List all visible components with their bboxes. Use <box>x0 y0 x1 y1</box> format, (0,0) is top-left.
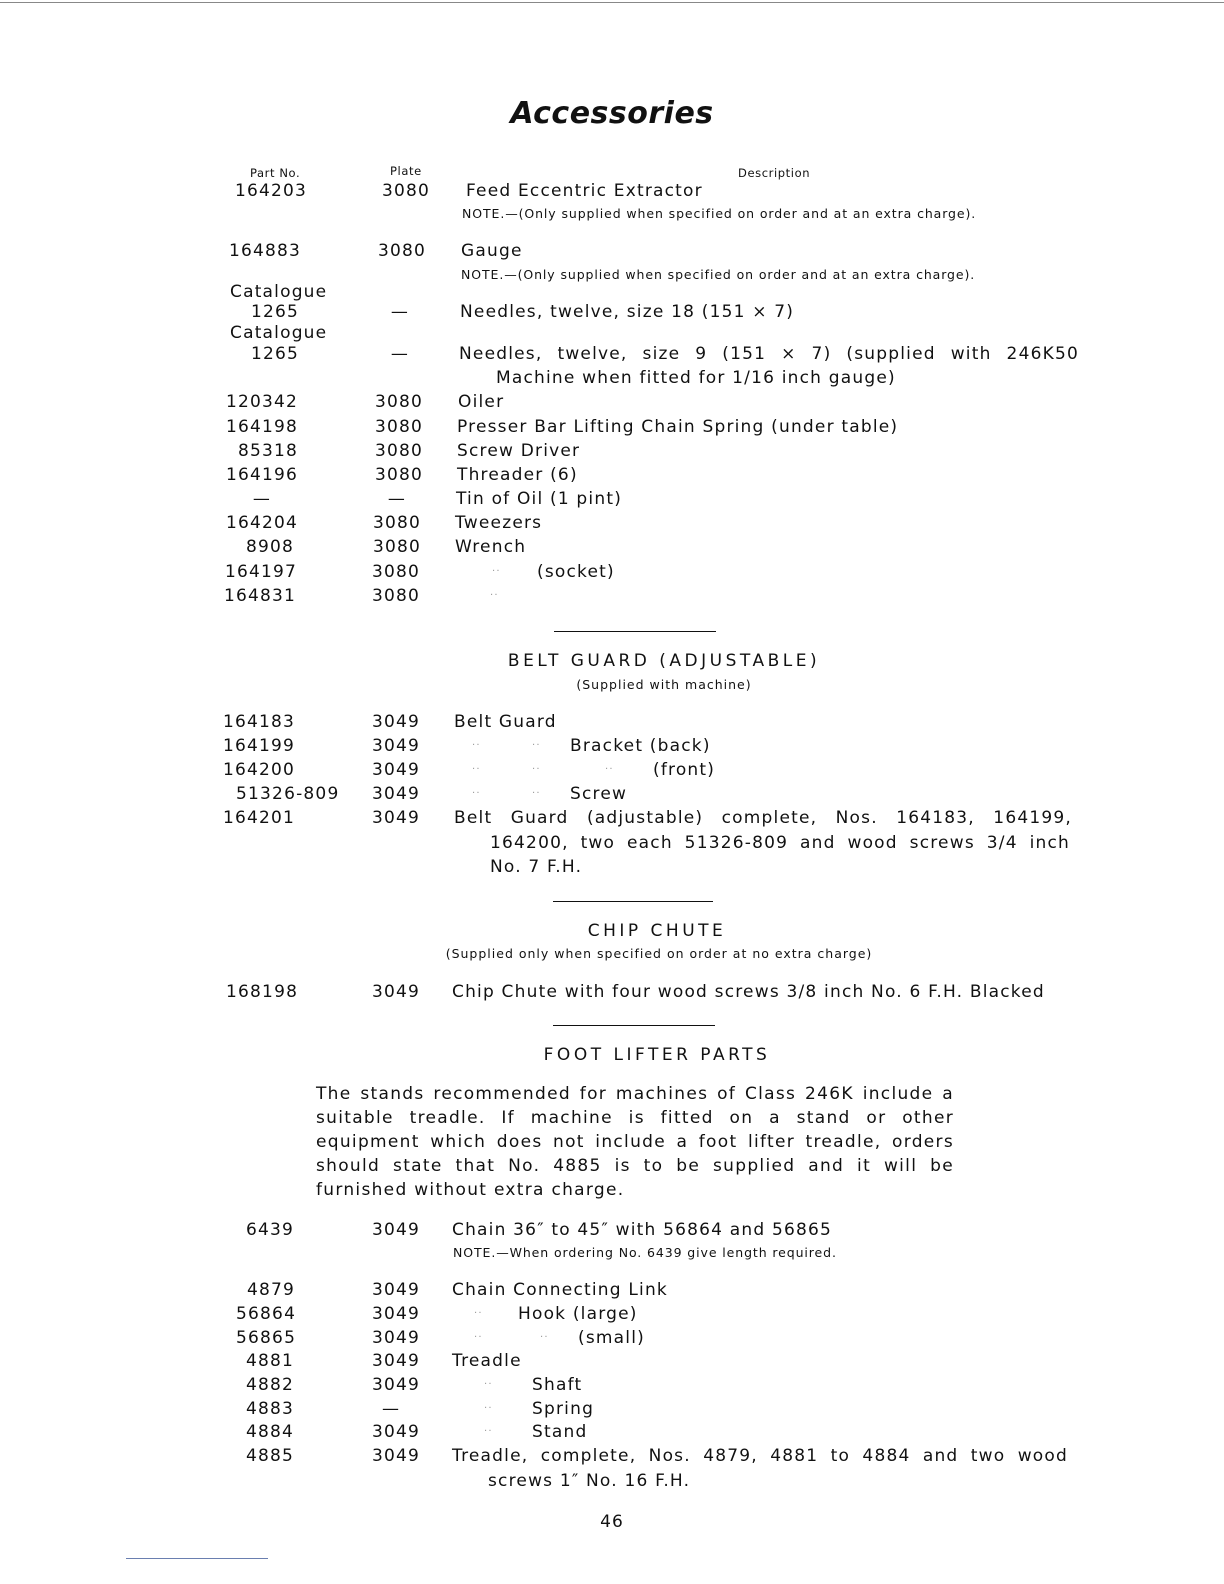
table-row <box>0 535 1224 559</box>
table-row <box>0 806 1224 830</box>
table-row <box>0 1349 1224 1373</box>
paragraph-line: suitable treadle. If machine is fitted on a stand or other <box>316 1108 954 1128</box>
part-number: 4884 <box>246 1422 295 1442</box>
plate-number: 3049 <box>372 1446 421 1466</box>
section-subheading: (Supplied with machine) <box>576 677 752 692</box>
section-divider <box>553 1025 715 1026</box>
part-number: 4881 <box>246 1351 295 1371</box>
part-number: — <box>252 489 272 509</box>
column-header-plate: Plate <box>390 164 422 178</box>
page-number: 46 <box>600 1512 624 1532</box>
table-row <box>0 1218 1224 1242</box>
description: Tin of Oil (1 pint) <box>456 489 623 509</box>
part-number: 164198 <box>225 417 299 437</box>
plate-number: 3080 <box>371 586 421 606</box>
section-divider <box>554 631 716 632</box>
description: Needles, twelve, size 9 (151 × 7) (supplied with 246K50 <box>459 344 1079 364</box>
ditto-mark: ·· <box>474 1332 483 1343</box>
table-row <box>0 390 1224 414</box>
plate-number: 3080 <box>372 513 422 533</box>
description: Wrench <box>455 537 527 557</box>
table-row <box>0 487 1224 511</box>
page-title: Accessories <box>510 96 714 131</box>
plate-number: 3080 <box>374 441 424 461</box>
table-row <box>0 179 1224 203</box>
description: Chip Chute with four wood screws 3/8 inch No. 6 F.H. Blacked <box>452 982 1045 1002</box>
part-number: 56865 <box>236 1328 297 1348</box>
table-row <box>0 1373 1224 1397</box>
description: Screw <box>570 784 628 804</box>
plate-number: 3049 <box>372 1280 421 1300</box>
plate-number: 3049 <box>372 1422 421 1442</box>
plate-number: 3049 <box>371 808 421 828</box>
plate-number: 3080 <box>374 417 424 437</box>
part-number: 4883 <box>246 1399 295 1419</box>
plate-number: 3080 <box>374 392 424 412</box>
plate-number: — <box>382 1399 401 1419</box>
ditto-mark: ·· <box>484 1403 493 1414</box>
description: (front) <box>653 760 716 780</box>
description: Tweezers <box>455 513 543 533</box>
description: Screw Driver <box>457 441 581 461</box>
part-number: 168198 <box>226 982 299 1002</box>
description: Needles, twelve, size 18 (151 × 7) <box>460 302 795 322</box>
plate-number: 3049 <box>372 1375 421 1395</box>
description: Threader (6) <box>457 465 578 485</box>
plate-number: 3049 <box>371 760 421 780</box>
description: Spring <box>532 1399 595 1419</box>
plate-number: 3049 <box>371 784 421 804</box>
part-number: 164199 <box>222 736 296 756</box>
description: Belt Guard <box>454 712 557 732</box>
description: Chain Connecting Link <box>452 1280 668 1300</box>
plate-number: — <box>387 489 407 509</box>
description: Shaft <box>532 1375 583 1395</box>
part-number: 164183 <box>222 712 296 732</box>
table-row <box>0 710 1224 734</box>
section-heading-belt-guard: BELT GUARD (ADJUSTABLE) <box>507 651 821 671</box>
ditto-mark: ·· <box>532 764 541 775</box>
part-number: 4882 <box>246 1375 295 1395</box>
ditto-mark: ·· <box>540 1332 549 1343</box>
description: Treadle, complete, Nos. 4879, 4881 to 4884 and two wood <box>452 1446 1068 1466</box>
ditto-mark: ·· <box>490 590 499 601</box>
description: Treadle <box>452 1351 522 1371</box>
plate-number: 3049 <box>372 1328 421 1348</box>
part-number: 56864 <box>236 1304 297 1324</box>
part-number: 164204 <box>225 513 299 533</box>
plate-number: 3049 <box>372 1351 421 1371</box>
part-number: 164883 <box>228 241 302 261</box>
part-number: 8908 <box>245 537 295 557</box>
table-row <box>0 366 1224 390</box>
table-row <box>0 980 1224 1004</box>
note: NOTE.—(Only supplied when specified on order and at an extra charge). <box>461 267 976 282</box>
top-rule <box>0 2 1224 3</box>
part-number: 51326-809 <box>236 784 340 804</box>
part-number: 85318 <box>237 441 299 461</box>
foot-lifter-paragraph <box>316 1082 954 1202</box>
description: Belt Guard (adjustable) complete, Nos. 164183, 164199, <box>454 808 1072 828</box>
plate-number: 3080 <box>371 562 421 582</box>
part-catalogue-label: Catalogue <box>230 282 328 302</box>
description-continued: 164200, two each 51326-809 and wood screws 3/4 inch <box>490 833 1070 853</box>
plate-number: 3049 <box>372 1220 421 1240</box>
table-row <box>0 511 1224 535</box>
table-row <box>0 1326 1224 1350</box>
description: Bracket (back) <box>570 736 711 756</box>
description-continued: No. 7 F.H. <box>490 857 583 877</box>
plate-number: 3080 <box>374 465 424 485</box>
part-number: 4879 <box>247 1280 296 1300</box>
description: Oiler <box>458 392 505 412</box>
table-row <box>0 1420 1224 1444</box>
part-number: 164831 <box>223 586 297 606</box>
part-number: 120342 <box>225 392 299 412</box>
part-number: 4885 <box>246 1446 295 1466</box>
table-row <box>0 1302 1224 1326</box>
section-heading-chip-chute: CHIP CHUTE <box>587 921 727 941</box>
plate-number: 3080 <box>381 181 431 201</box>
description: Chain 36″ to 45″ with 56864 and 56865 <box>452 1220 833 1240</box>
table-row <box>0 782 1224 806</box>
plate-number: — <box>390 344 410 364</box>
ditto-mark: ·· <box>532 788 541 799</box>
part-number: 164196 <box>225 465 299 485</box>
table-row <box>0 560 1224 584</box>
plate-number: 3049 <box>371 736 421 756</box>
table-row <box>0 584 1224 608</box>
part-number: 164200 <box>222 760 296 780</box>
description: (small) <box>578 1328 645 1348</box>
plate-number: — <box>390 302 410 322</box>
table-row <box>0 439 1224 463</box>
ditto-mark: ·· <box>492 566 501 577</box>
ditto-mark: ·· <box>472 740 481 751</box>
description: Feed Eccentric Extractor <box>466 181 703 201</box>
note: NOTE.—(Only supplied when specified on order and at an extra charge). <box>462 206 977 221</box>
description-continued: Machine when fitted for 1/16 inch gauge) <box>496 368 896 388</box>
plate-number: 3080 <box>372 537 422 557</box>
section-heading-foot-lifter: FOOT LIFTER PARTS <box>543 1045 771 1065</box>
part-number: 1265 <box>250 344 300 364</box>
part-catalogue-label: Catalogue <box>230 323 328 343</box>
paragraph-line: furnished without extra charge. <box>316 1180 625 1200</box>
plate-number: 3080 <box>377 241 427 261</box>
table-row <box>0 758 1224 782</box>
plate-number: 3049 <box>372 982 421 1002</box>
ditto-mark: ·· <box>472 764 481 775</box>
ditto-mark: ·· <box>484 1379 493 1390</box>
paragraph-line: equipment which does not include a foot lifter treadle, orders <box>316 1132 954 1152</box>
ditto-mark: ·· <box>532 740 541 751</box>
ditto-mark: ·· <box>484 1426 493 1437</box>
table-row <box>0 855 1224 879</box>
table-row <box>0 734 1224 758</box>
description: Stand <box>532 1422 588 1442</box>
column-header-part-no: Part No. <box>250 166 301 180</box>
note: NOTE.—When ordering No. 6439 give length required. <box>453 1245 837 1260</box>
column-header-description: Description <box>738 166 811 180</box>
table-row <box>0 1469 1224 1493</box>
paragraph-line: The stands recommended for machines of Class 246K include a <box>316 1084 954 1104</box>
part-number: 164201 <box>222 808 296 828</box>
table-row <box>0 342 1224 366</box>
part-number: 164203 <box>234 181 308 201</box>
table-row <box>0 1444 1224 1468</box>
ditto-mark: ·· <box>605 764 614 775</box>
description: Presser Bar Lifting Chain Spring (under table) <box>457 417 899 437</box>
description: Hook (large) <box>518 1304 638 1324</box>
description-continued: screws 1″ No. 16 F.H. <box>488 1471 691 1491</box>
table-row <box>0 1397 1224 1421</box>
part-number: 164197 <box>224 562 298 582</box>
footnote-rule <box>126 1558 268 1559</box>
table-row <box>0 415 1224 439</box>
part-number: 6439 <box>246 1220 295 1240</box>
section-divider <box>553 901 713 902</box>
section-subheading: (Supplied only when specified on order at no extra charge) <box>445 946 873 961</box>
ditto-mark: ·· <box>472 788 481 799</box>
table-row <box>0 1278 1224 1302</box>
plate-number: 3049 <box>371 712 421 732</box>
paragraph-line: should state that No. 4885 is to be supplied and it will be <box>316 1156 954 1176</box>
part-number: 1265 <box>250 302 300 322</box>
table-row <box>0 831 1224 855</box>
table-row <box>0 463 1224 487</box>
description: (socket) <box>537 562 615 582</box>
table-row <box>0 239 1224 263</box>
description: Gauge <box>461 241 523 261</box>
ditto-mark: ·· <box>474 1308 483 1319</box>
plate-number: 3049 <box>372 1304 421 1324</box>
